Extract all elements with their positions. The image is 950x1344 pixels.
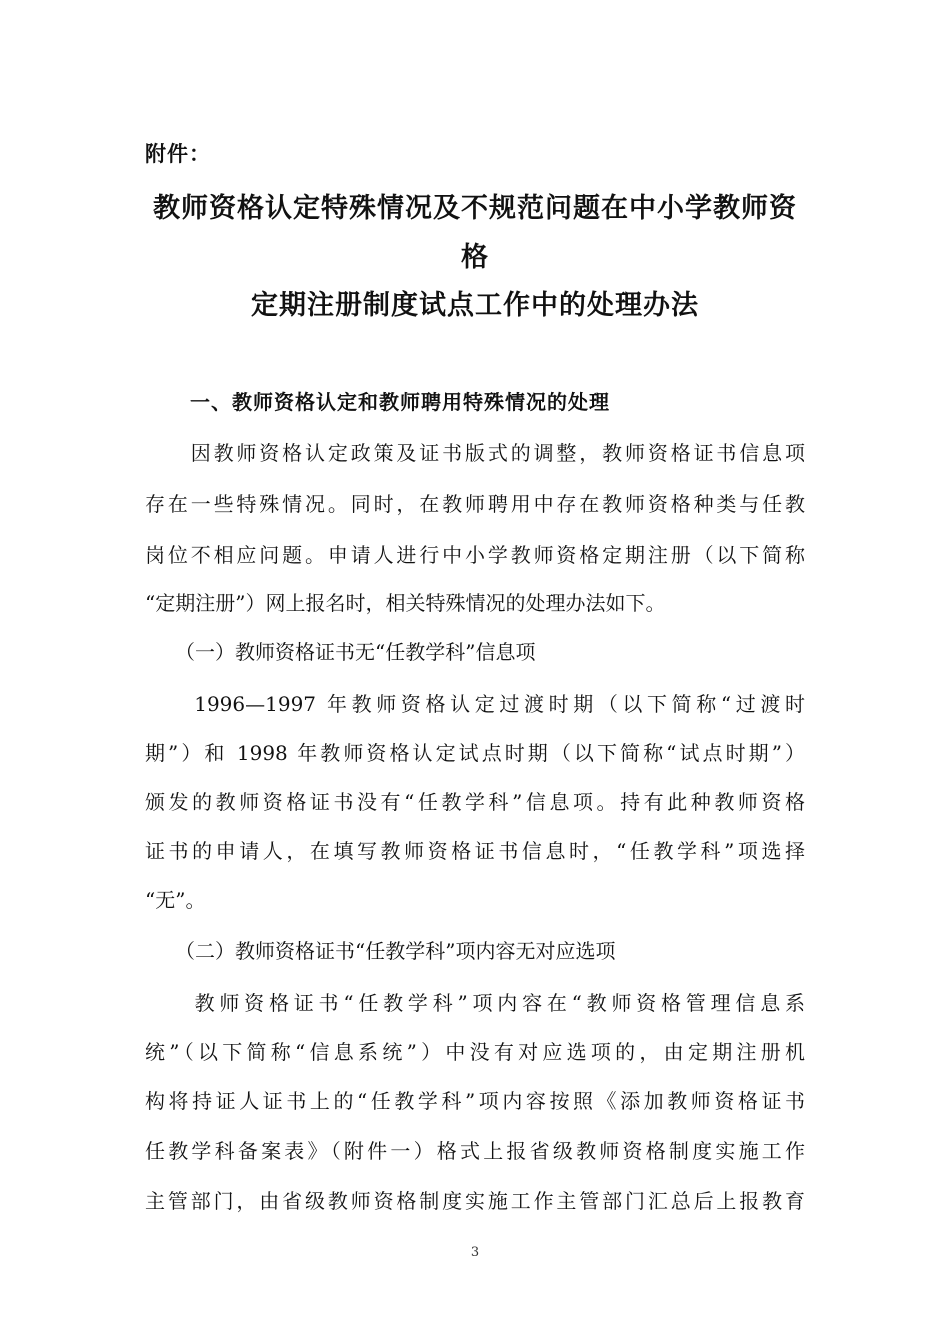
page-number: 3	[470, 1245, 480, 1260]
body-line: “无”。	[145, 888, 206, 912]
body-line: 证书的申请人，在填写教师资格证书信息时，“任教学科”项选择	[145, 839, 805, 863]
body-line: 岗位不相应问题。申请人进行中小学教师资格定期注册（以下简称	[145, 543, 805, 567]
document-title-line-1: 教师资格认定特殊情况及不规范问题在中小学教师资	[153, 193, 797, 224]
body-line: 统”（以下简称“信息系统”）中没有对应选项的，由定期注册机	[145, 1040, 805, 1064]
document-title-line-2: 格	[461, 242, 489, 273]
body-line: 颁发的教师资格证书没有“任教学科”信息项。持有此种教师资格	[145, 790, 805, 814]
section-heading: 一、教师资格认定和教师聘用特殊情况的处理	[190, 390, 610, 414]
body-line: 1996—1997 年教师资格认定过渡时期（以下简称“过渡时	[145, 692, 805, 716]
subsection-heading: （二）教师资格证书“任教学科”项内容无对应选项	[145, 939, 616, 963]
body-line: 因教师资格认定政策及证书版式的调整，教师资格证书信息项	[145, 441, 805, 465]
body-line: 教师资格证书“任教学科”项内容在“教师资格管理信息系	[145, 991, 805, 1015]
body-line: 构将持证人证书上的“任教学科”项内容按照《添加教师资格证书	[145, 1089, 805, 1113]
body-line: 主管部门，由省级教师资格制度实施工作主管部门汇总后上报教育	[145, 1189, 805, 1213]
body-line: 存在一些特殊情况。同时，在教师聘用中存在教师资格种类与任教	[145, 492, 805, 516]
body-line: 任教学科备案表》（附件一）格式上报省级教师资格制度实施工作	[145, 1139, 805, 1163]
body-line: 期”）和 1998 年教师资格认定试点时期（以下简称“试点时期”）	[145, 741, 805, 765]
document-title-line-3: 定期注册制度试点工作中的处理办法	[251, 290, 699, 321]
body-line: “定期注册”）网上报名时，相关特殊情况的处理办法如下。	[145, 591, 666, 615]
attachment-label: 附件：	[145, 142, 211, 166]
subsection-heading: （一）教师资格证书无“任教学科”信息项	[145, 640, 536, 664]
